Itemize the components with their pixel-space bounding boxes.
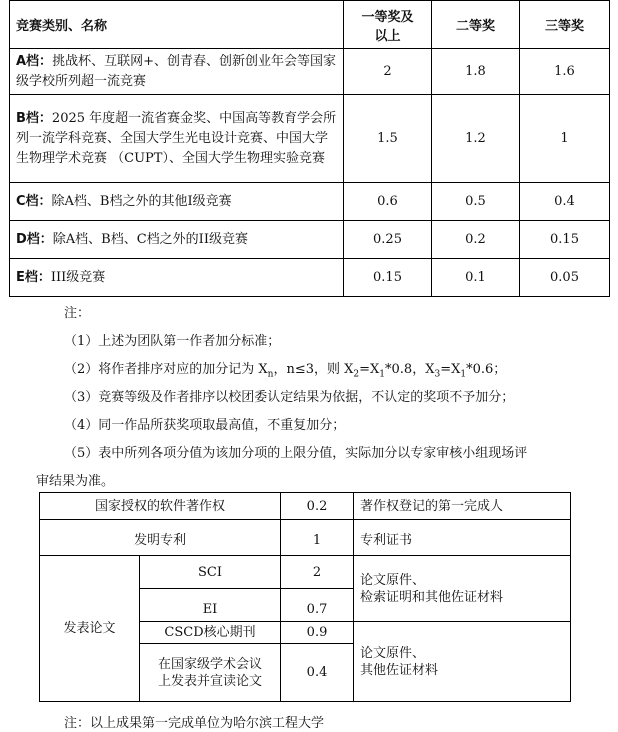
first-prize-score: 0.15 xyxy=(344,259,432,297)
table-row xyxy=(10,49,610,95)
table-row xyxy=(10,221,610,259)
first-prize-score: 2 xyxy=(344,49,432,95)
first-prize-score: 0.6 xyxy=(344,183,432,221)
third-prize-score: 0.05 xyxy=(520,259,610,297)
patent-label: 发明专利 xyxy=(40,520,281,556)
papers-label: 发表论文 xyxy=(40,556,140,702)
table-row xyxy=(10,183,610,221)
category-cell xyxy=(10,95,344,183)
table-row xyxy=(40,520,571,556)
notes-title: 注： xyxy=(64,306,91,321)
competition-score-table xyxy=(9,0,610,297)
header-second-prize: 二等奖 xyxy=(432,1,520,49)
footnote: 注：以上成果第一完成单位为哈尔滨工程大学 xyxy=(64,716,325,731)
table-row xyxy=(40,493,571,520)
category-desc: 除A档、B档、C档之外的II级竞赛 xyxy=(52,231,248,247)
note-2: （2）将作者排序对应的加分记为 $X_n$，n≤3，则 $X_2=X_1*0.8$，$X_3=X_1*0.6$； xyxy=(64,362,507,380)
sci-score: 2 xyxy=(281,556,354,589)
category-desc: III级竞赛 xyxy=(50,269,106,285)
software-copyright-evidence: 著作权登记的第一完成人 xyxy=(354,493,571,520)
second-prize-score: 0.2 xyxy=(432,221,520,259)
note-1: （1）上述为团队第一作者加分标准； xyxy=(64,334,281,349)
sci-label: SCI xyxy=(140,556,281,589)
grade-label: A档： xyxy=(16,53,53,69)
cscd-score: 0.9 xyxy=(281,622,354,644)
header-category: 竞赛类别、名称 xyxy=(10,1,344,49)
papers-evidence-group-2: 论文原件、 其他佐证材料 xyxy=(354,622,571,702)
second-prize-score: 1.8 xyxy=(432,49,520,95)
software-copyright-score: 0.2 xyxy=(281,493,354,520)
grade-label: C档： xyxy=(16,193,52,209)
patent-score: 1 xyxy=(281,520,354,556)
table-row xyxy=(40,556,571,589)
grade-label: B档： xyxy=(16,110,52,126)
category-cell xyxy=(10,183,344,221)
table-header-row xyxy=(10,1,610,49)
note-4: （4）同一作品所获奖项取最高值，不重复加分； xyxy=(64,418,346,433)
second-prize-score: 0.5 xyxy=(432,183,520,221)
third-prize-score: 1 xyxy=(520,95,610,183)
note-3: （3）竞赛等级及作者排序以校团委认定结果为依据，不认定的奖项不予加分； xyxy=(64,390,515,405)
table-row xyxy=(10,95,610,183)
conference-score: 0.4 xyxy=(281,644,354,702)
category-desc: 挑战杯、互联网+、创青春、创新创业年会等国家级学校所列超一流竞赛 xyxy=(16,53,336,89)
header-first-prize: 一等奖及 以上 xyxy=(344,1,432,49)
papers-evidence-group-1: 论文原件、 检索证明和其他佐证材料 xyxy=(354,556,571,622)
grade-label: D档： xyxy=(16,231,53,247)
grade-label: E档： xyxy=(16,269,51,285)
header-third-prize: 三等奖 xyxy=(520,1,610,49)
first-prize-score: 1.5 xyxy=(344,95,432,183)
category-desc: 2025 年度超一流省赛金奖、中国高等教育学会所列一流学科竞赛、全国大学生光电设计竞赛、中国大学生物理学术竞赛 （CUPT）、全国大学生物理实验竞赛 xyxy=(16,110,337,166)
third-prize-score: 1.6 xyxy=(520,49,610,95)
first-prize-score: 0.25 xyxy=(344,221,432,259)
third-prize-score: 0.15 xyxy=(520,221,610,259)
category-cell xyxy=(10,221,344,259)
software-copyright-label: 国家授权的软件著作权 xyxy=(40,493,281,520)
ei-score: 0.7 xyxy=(281,589,354,622)
category-desc: 除A档、B档之外的其他Ⅰ级竞赛 xyxy=(51,193,232,209)
patent-evidence: 专利证书 xyxy=(354,520,571,556)
ei-label: EI xyxy=(140,589,281,622)
second-prize-score: 1.2 xyxy=(432,95,520,183)
third-prize-score: 0.4 xyxy=(520,183,610,221)
category-cell xyxy=(10,259,344,297)
table-row xyxy=(10,259,610,297)
category-cell xyxy=(10,49,344,95)
note-5-line-1: （5）表中所列各项分值为该加分项的上限分值，实际加分以专家审核小组现场评 xyxy=(64,446,528,461)
conference-label: 在国家级学术会议 上发表并宣读论文 xyxy=(140,644,281,702)
achievement-score-table xyxy=(39,492,571,702)
note-5-line-2: 审结果为准。 xyxy=(36,474,115,489)
cscd-label: CSCD核心期刊 xyxy=(140,622,281,644)
second-prize-score: 0.1 xyxy=(432,259,520,297)
